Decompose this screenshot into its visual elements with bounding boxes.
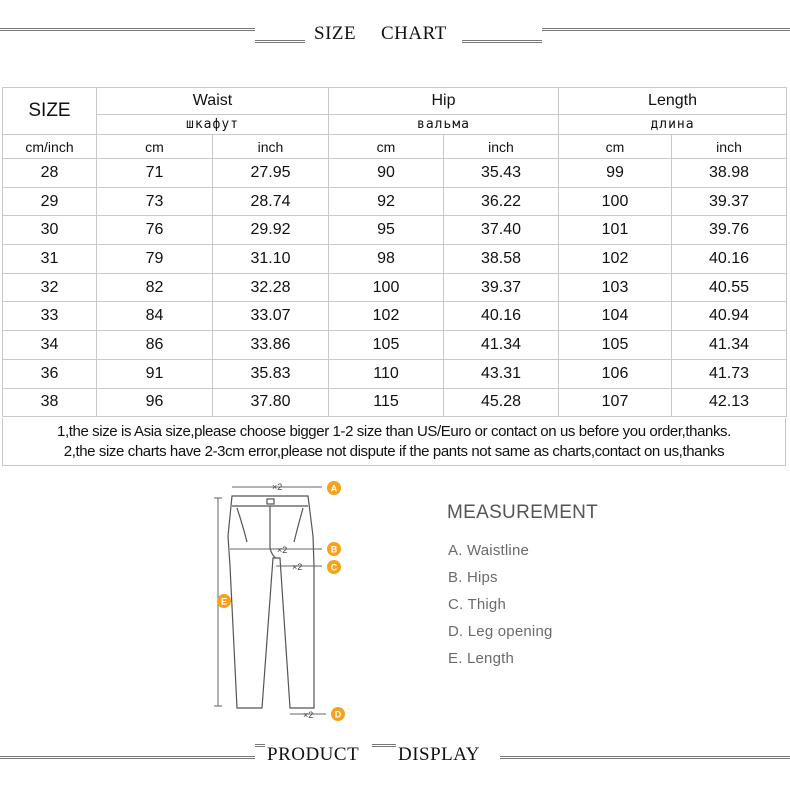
table-row bbox=[3, 216, 787, 245]
times2-label: ×2 bbox=[272, 482, 283, 492]
header-left-rule bbox=[0, 28, 255, 31]
table-cell: 92 bbox=[329, 187, 444, 216]
table-row bbox=[3, 187, 787, 216]
header-word-chart: CHART bbox=[381, 23, 447, 44]
table-cell: 103 bbox=[559, 273, 672, 302]
measurement-item-thigh: C. Thigh bbox=[448, 596, 507, 613]
size-chart-header bbox=[0, 14, 790, 54]
unit-cell: cm bbox=[97, 135, 213, 159]
pants-right-pocket bbox=[294, 508, 303, 542]
table-cell: 37.80 bbox=[213, 388, 329, 417]
table-cell: 30 bbox=[3, 216, 97, 245]
header-right-rule bbox=[542, 28, 790, 31]
table-cell: 110 bbox=[329, 359, 444, 388]
pants-button bbox=[267, 499, 274, 504]
table-cell: 107 bbox=[559, 388, 672, 417]
measurement-item-length: E. Length bbox=[448, 650, 515, 667]
table-cell: 105 bbox=[329, 331, 444, 360]
table-cell: 102 bbox=[559, 245, 672, 274]
marker-e: E bbox=[220, 596, 228, 607]
table-row bbox=[3, 331, 787, 360]
size-column-header: SIZE bbox=[3, 88, 97, 135]
table-cell: 99 bbox=[559, 159, 672, 188]
table-cell: 33 bbox=[3, 302, 97, 331]
table-cell: 91 bbox=[97, 359, 213, 388]
times2-label: ×2 bbox=[292, 562, 303, 572]
unit-cell: inch bbox=[444, 135, 559, 159]
table-cell: 115 bbox=[329, 388, 444, 417]
times2-label: ×2 bbox=[303, 710, 314, 720]
measurement-title: MEASUREMENT bbox=[447, 502, 599, 523]
times2-label: ×2 bbox=[277, 545, 288, 555]
table-cell: 100 bbox=[559, 187, 672, 216]
table-row bbox=[3, 273, 787, 302]
table-cell: 104 bbox=[559, 302, 672, 331]
unit-cell: cm bbox=[329, 135, 444, 159]
table-cell: 43.31 bbox=[444, 359, 559, 388]
size-table bbox=[2, 87, 787, 417]
measurement-item-leg-opening: D. Leg opening bbox=[448, 623, 553, 640]
group-header-waist: Waist bbox=[97, 88, 329, 115]
table-row bbox=[3, 302, 787, 331]
table-cell: 36 bbox=[3, 359, 97, 388]
marker-a: A bbox=[330, 483, 338, 494]
marker-d: D bbox=[334, 709, 342, 720]
table-cell: 98 bbox=[329, 245, 444, 274]
table-cell: 35.43 bbox=[444, 159, 559, 188]
table-cell: 31 bbox=[3, 245, 97, 274]
table-cell: 41.34 bbox=[444, 331, 559, 360]
size-notes bbox=[2, 418, 786, 466]
table-cell: 33.86 bbox=[213, 331, 329, 360]
table-cell: 79 bbox=[97, 245, 213, 274]
table-cell: 37.40 bbox=[444, 216, 559, 245]
pants-fly bbox=[270, 506, 276, 558]
table-cell: 102 bbox=[329, 302, 444, 331]
table-cell: 36.22 bbox=[444, 187, 559, 216]
table-cell: 40.16 bbox=[444, 302, 559, 331]
header-word-size: SIZE bbox=[314, 23, 357, 44]
table-cell: 38 bbox=[3, 388, 97, 417]
table-cell: 29.92 bbox=[213, 216, 329, 245]
table-cell: 31.10 bbox=[213, 245, 329, 274]
table-cell: 39.76 bbox=[672, 216, 787, 245]
table-cell: 86 bbox=[97, 331, 213, 360]
unit-cell: inch bbox=[672, 135, 787, 159]
table-cell: 105 bbox=[559, 331, 672, 360]
table-cell: 41.34 bbox=[672, 331, 787, 360]
table-cell: 39.37 bbox=[672, 187, 787, 216]
table-cell: 28 bbox=[3, 159, 97, 188]
table-cell: 39.37 bbox=[444, 273, 559, 302]
table-row bbox=[3, 159, 787, 188]
table-row bbox=[3, 388, 787, 417]
footer-left-rule bbox=[0, 756, 255, 759]
marker-b: B bbox=[330, 544, 338, 555]
table-cell: 106 bbox=[559, 359, 672, 388]
table-cell: 29 bbox=[3, 187, 97, 216]
table-cell: 82 bbox=[97, 273, 213, 302]
table-cell: 45.28 bbox=[444, 388, 559, 417]
footer-left-rule-step bbox=[255, 744, 265, 747]
unit-cell: inch bbox=[213, 135, 329, 159]
table-cell: 73 bbox=[97, 187, 213, 216]
table-cell: 32 bbox=[3, 273, 97, 302]
table-cell: 38.58 bbox=[444, 245, 559, 274]
group-header-length: Length bbox=[559, 88, 787, 115]
table-cell: 40.55 bbox=[672, 273, 787, 302]
header-right-rule-step bbox=[462, 40, 542, 43]
table-cell: 71 bbox=[97, 159, 213, 188]
footer-right-rule bbox=[500, 756, 790, 759]
pants-measurement-diagram bbox=[210, 476, 350, 726]
table-row bbox=[3, 245, 787, 274]
footer-word-product: PRODUCT bbox=[267, 744, 360, 765]
table-cell: 96 bbox=[97, 388, 213, 417]
table-row bbox=[3, 359, 787, 388]
footer-word-display: DISPLAY bbox=[398, 744, 480, 765]
unit-cell: cm/inch bbox=[3, 135, 97, 159]
table-cell: 40.16 bbox=[672, 245, 787, 274]
table-cell: 42.13 bbox=[672, 388, 787, 417]
table-cell: 33.07 bbox=[213, 302, 329, 331]
size-table-body bbox=[3, 159, 787, 417]
group-ru-length: длина bbox=[559, 115, 787, 135]
measurement-item-waistline: A. Waistline bbox=[448, 542, 530, 559]
table-cell: 76 bbox=[97, 216, 213, 245]
table-cell: 100 bbox=[329, 273, 444, 302]
note-line: 1,the size is Asia size,please choose bigger 1-2 size than US/Euro or contact on us before you order,thanks. bbox=[57, 423, 731, 440]
table-russian-header-row bbox=[3, 115, 787, 135]
product-display-header bbox=[0, 736, 790, 776]
table-unit-row bbox=[3, 135, 787, 159]
pants-outline bbox=[228, 496, 314, 708]
table-group-header-row bbox=[3, 88, 787, 115]
note-line: 2,the size charts have 2-3cm error,please not dispute if the pants not same as charts,contact on us,thanks bbox=[63, 443, 725, 460]
table-cell: 84 bbox=[97, 302, 213, 331]
table-cell: 32.28 bbox=[213, 273, 329, 302]
table-cell: 35.83 bbox=[213, 359, 329, 388]
table-cell: 40.94 bbox=[672, 302, 787, 331]
table-cell: 101 bbox=[559, 216, 672, 245]
group-header-hip: Hip bbox=[329, 88, 559, 115]
table-cell: 27.95 bbox=[213, 159, 329, 188]
unit-cell: cm bbox=[559, 135, 672, 159]
footer-right-rule-step bbox=[372, 744, 396, 747]
table-cell: 90 bbox=[329, 159, 444, 188]
header-left-rule-step bbox=[255, 40, 305, 43]
table-cell: 95 bbox=[329, 216, 444, 245]
group-ru-hip: вальма bbox=[329, 115, 559, 135]
marker-c: C bbox=[330, 562, 338, 573]
group-ru-waist: шкафут bbox=[97, 115, 329, 135]
table-cell: 28.74 bbox=[213, 187, 329, 216]
table-cell: 38.98 bbox=[672, 159, 787, 188]
pants-left-pocket bbox=[237, 508, 247, 542]
table-cell: 34 bbox=[3, 331, 97, 360]
table-cell: 41.73 bbox=[672, 359, 787, 388]
measurement-item-hips: B. Hips bbox=[448, 569, 498, 586]
